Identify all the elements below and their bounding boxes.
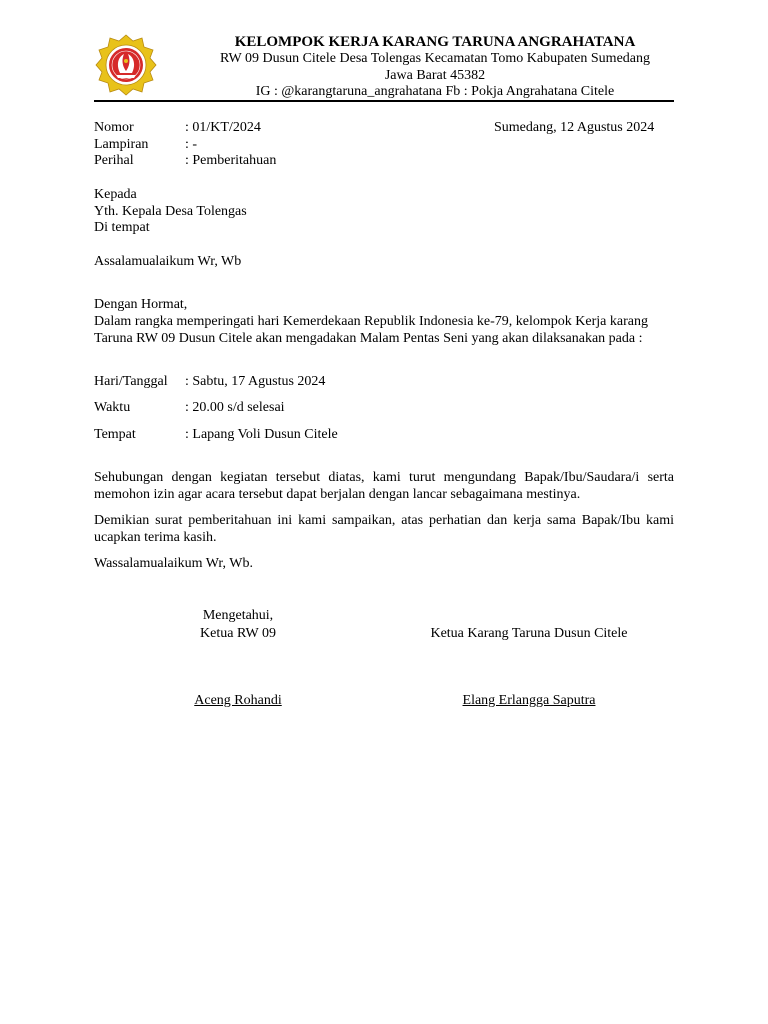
lampiran-value: : - [185, 137, 198, 152]
invitation-paragraph: Sehubungan dengan kegiatan tersebut diatas, kami turut mengundang Bapak/Ibu/Saudara/i serta memohon izin agar acara tersebut dapat berjalan dengan lancar sebagaimana mestinya. [94, 470, 674, 502]
closing-greeting: Wassalamualaikum Wr, Wb. [94, 556, 253, 571]
event-value-date: : Sabtu, 17 Agustus 2024 [185, 374, 326, 389]
intro-paragraph: Dalam rangka memperingati hari Kemerdekaan Republik Indonesia ke-79, kelompok Kerja karang Taruna RW 09 Dusun Citele akan mengadakan Malam Pentas Seni yang akan dilaksanakan pada : [94, 314, 648, 346]
event-label-time: Waktu [94, 400, 131, 415]
place-date: Sumedang, 12 Agustus 2024 [494, 120, 655, 135]
organization-name: KELOMPOK KERJA KARANG TARUNA ANGRAHATANA [234, 34, 636, 50]
recipient-line-1: Kepada [94, 187, 137, 202]
perihal-label: Perihal [94, 153, 134, 168]
left-signatory-name: Aceng Rohandi [194, 693, 282, 708]
event-value-place: : Lapang Voli Dusun Citele [185, 427, 338, 442]
event-label-place: Tempat [94, 427, 136, 442]
recipient-line-3: Di tempat [94, 220, 150, 235]
address-line-2: Jawa Barat 45382 [384, 67, 486, 83]
left-signatory-title-2: Ketua RW 09 [200, 626, 276, 641]
letterhead-divider [94, 100, 674, 102]
nomor-value: : 01/KT/2024 [185, 120, 261, 135]
event-value-time: : 20.00 s/d selesai [185, 400, 285, 415]
right-signatory-title: Ketua Karang Taruna Dusun Citele [430, 626, 628, 641]
event-label-date: Hari/Tanggal [94, 374, 168, 389]
recipient-line-2: Yth. Kepala Desa Tolengas [94, 204, 247, 219]
greeting: Assalamualaikum Wr, Wb [94, 254, 242, 269]
salutation: Dengan Hormat, [94, 297, 188, 312]
address-line-1: RW 09 Dusun Citele Desa Tolengas Kecamatan Tomo Kabupaten Sumedang [219, 51, 650, 66]
social-media-line: IG : @karangtaruna_angrahatana Fb : Pokja Angrahatana Citele [255, 84, 615, 99]
right-signatory-name: Elang Erlangga Saputra [462, 693, 596, 708]
lampiran-label: Lampiran [94, 137, 149, 152]
closing-paragraph: Demikian surat pemberitahuan ini kami sampaikan, atas perhatian dan kerja sama Bapak/Ibu kami ucapkan terima kasih. [94, 513, 674, 545]
organization-logo [94, 34, 158, 96]
letterhead [160, 33, 710, 101]
nomor-label: Nomor [94, 120, 134, 135]
left-signatory-title-1: Mengetahui, [202, 608, 274, 623]
perihal-value: : Pemberitahuan [185, 153, 277, 168]
